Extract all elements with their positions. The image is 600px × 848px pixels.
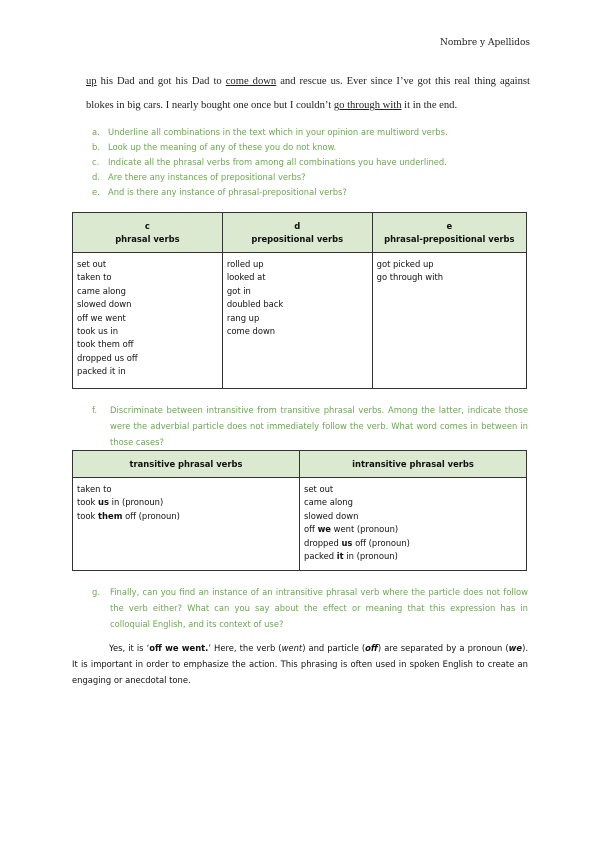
question-letter: d. xyxy=(92,171,100,182)
question-letter: e. xyxy=(92,186,100,197)
header-letter: d xyxy=(294,220,301,231)
question-letter: a. xyxy=(92,126,100,137)
list-item: packed it in (pronoun) xyxy=(304,550,398,561)
question-letter: f. xyxy=(92,405,98,415)
header-title: phrasal verbs xyxy=(115,233,180,244)
underlined-up: up xyxy=(86,76,97,87)
list-item: came along xyxy=(77,285,126,296)
column-header-phrasal xyxy=(73,213,223,253)
underlined-come-down: come down xyxy=(225,76,277,87)
question-letter: b. xyxy=(92,141,100,152)
list-item: took us in xyxy=(77,325,119,336)
question-letter: c. xyxy=(92,156,100,167)
transitive-cell xyxy=(73,478,300,571)
intro-text xyxy=(86,70,530,118)
list-item: looked at xyxy=(226,272,266,283)
list-item: go through with xyxy=(376,272,444,283)
header-letter: c xyxy=(144,220,150,231)
question-e xyxy=(92,184,532,199)
answer-italic-went: went xyxy=(281,643,303,653)
column-header-phrasal-prepositional xyxy=(372,213,526,253)
list-item: rang up xyxy=(226,312,260,323)
list-item: off we went xyxy=(77,312,126,323)
question-text: Discriminate between intransitive from transitive phrasal verbs. Among the latter, indicate those were the adverbial particle does not immediately follow the verb. What word comes in between in those cases? xyxy=(110,405,528,447)
prepositional-verbs-cell xyxy=(222,253,372,389)
verb-types-table xyxy=(72,212,527,389)
list-item: off we went (pronoun) xyxy=(304,524,399,535)
question-b xyxy=(92,139,532,154)
list-item: come down xyxy=(226,325,276,336)
question-text: And is there any instance of phrasal-prepositional verbs? xyxy=(108,186,347,197)
answer-italic-we: we xyxy=(508,643,523,653)
answer-bold-phrase: off we went. xyxy=(149,643,209,653)
list-item: set out xyxy=(304,484,334,494)
header-title: prepositional verbs xyxy=(251,233,344,244)
question-a xyxy=(92,124,532,139)
question-text: Look up the meaning of any of these you do not know. xyxy=(108,141,337,152)
list-item: took them off xyxy=(77,339,134,350)
phrasal-verbs-cell xyxy=(73,253,223,389)
answer-italic-off: off xyxy=(365,643,378,653)
question-text: Underline all combinations in the text which in your opinion are multiword verbs. xyxy=(108,126,448,137)
list-item: dropped us off (pronoun) xyxy=(304,537,410,548)
answer-paragraph: Yes, it is ‘off we went.’ Here, the verb (went) and particle (off) are separated by a pronoun (we). It is important in order to emphasize the action. This phrasing is often used in spoken English to create an engaging or anecdotal tone. xyxy=(72,643,528,685)
question-letter: g. xyxy=(92,587,100,597)
question-d xyxy=(92,169,532,184)
intro-text-3: it in the end. xyxy=(401,100,458,111)
column-header-prepositional xyxy=(222,213,372,253)
intro-text-2: and rescue us. Ever since I’ve got this real thing against blokes in big cars. I nearly bought one once but I couldn’t xyxy=(86,76,530,111)
list-item: slowed down xyxy=(77,299,132,310)
list-item: set out xyxy=(77,259,107,269)
header-letter: e xyxy=(446,220,453,231)
column-header-transitive: transitive phrasal verbs xyxy=(73,451,300,478)
header-title: phrasal-prepositional verbs xyxy=(384,233,515,244)
underlined-go-through-with: go through with xyxy=(333,100,402,111)
list-item: rolled up xyxy=(226,259,264,269)
list-item: came along xyxy=(304,497,353,508)
column-header-intransitive: intransitive phrasal verbs xyxy=(300,451,527,478)
list-item: dropped us off xyxy=(77,352,138,363)
list-item: doubled back xyxy=(226,299,284,310)
question-text: Are there any instances of prepositional verbs? xyxy=(108,171,306,182)
student-name-header: Nombre y Apellidos xyxy=(439,38,530,48)
list-item: taken to xyxy=(77,484,112,494)
intro-text-1: his Dad and got his Dad to xyxy=(96,76,226,87)
list-item: got in xyxy=(226,285,251,296)
question-list xyxy=(92,124,532,199)
intransitive-cell xyxy=(300,478,527,571)
question-text: Indicate all the phrasal verbs from among all combinations you have underlined. xyxy=(108,156,447,167)
phrasal-prepositional-verbs-cell xyxy=(372,253,526,389)
question-c xyxy=(92,154,532,169)
list-item: took us in (pronoun) xyxy=(77,497,164,508)
transitivity-table xyxy=(72,450,527,571)
list-item: got picked up xyxy=(376,259,434,269)
list-item: packed it in xyxy=(77,366,126,377)
list-item: took them off (pronoun) xyxy=(77,510,180,521)
question-text: Finally, can you find an instance of an intransitive phrasal verb where the particle does not follow the verb either? What can you say about the effect or meaning that this expression has in colloquial English, and its context of use? xyxy=(110,587,528,629)
question-f xyxy=(92,402,528,450)
list-item: slowed down xyxy=(304,510,359,521)
question-g xyxy=(92,584,528,632)
list-item: taken to xyxy=(77,272,112,283)
